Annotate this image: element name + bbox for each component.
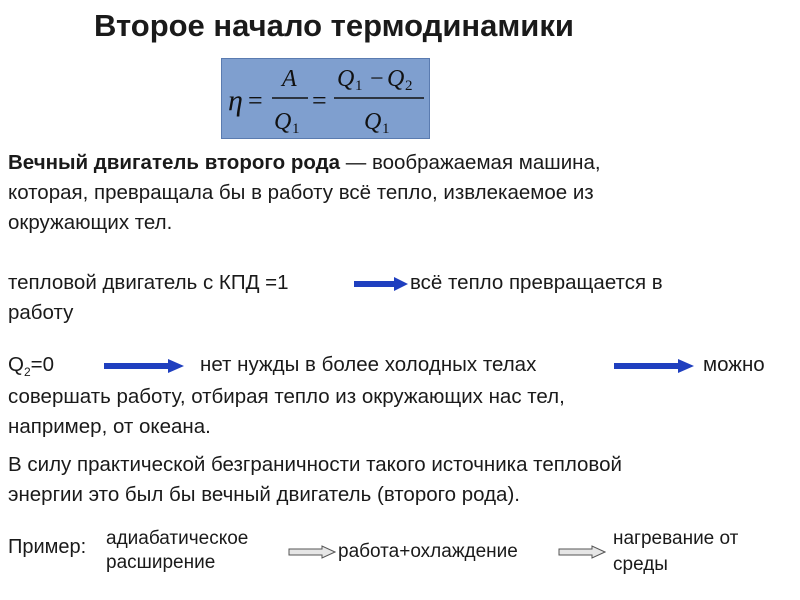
- formula-Q-denominator-1: Q: [274, 109, 292, 135]
- heat-engine-statement: [8, 268, 788, 328]
- formula-equals-1: =: [248, 86, 263, 115]
- heat-engine-right-text: всё тепло превращается в: [410, 271, 663, 294]
- example-step-3-line-1: нагревание от: [613, 528, 739, 549]
- can-text: можно: [703, 353, 765, 376]
- conclusion-line-1: В силу практической безграничности такого источника тепловой: [8, 453, 622, 476]
- conclusion-line-2: энергии это был бы вечный двигатель (второго рода).: [8, 483, 520, 506]
- formula-Q-denominator-2: Q: [364, 109, 382, 135]
- heat-engine-line-2: работу: [8, 301, 74, 324]
- q2-line-3: например, от океана.: [8, 415, 211, 438]
- formula-minus: −: [370, 66, 384, 92]
- formula-eta: η: [228, 84, 243, 117]
- definition-line-2: которая, превращала бы в работу всё тепло, извлекаемое из: [8, 181, 594, 204]
- formula-Q2-numerator: Q: [387, 66, 405, 92]
- formula-sub-denominator-2: 1: [382, 121, 390, 137]
- formula-sub-1: 1: [292, 121, 300, 137]
- no-cold-bodies-text: нет нужды в более холодных телах: [200, 353, 537, 376]
- efficiency-formula: [222, 59, 429, 138]
- q2-zero-text: $Q_2=0$: [8, 353, 55, 380]
- blue-right-arrow-icon: [354, 277, 408, 291]
- efficiency-formula-box: [221, 58, 430, 139]
- formula-equals-2: =: [312, 86, 327, 115]
- example-step-1-line-2: расширение: [106, 552, 216, 573]
- example-step-1-line-1: адиабатическое: [106, 528, 249, 549]
- term-bold: Вечный двигатель второго рода: [8, 151, 341, 174]
- formula-Q1-numerator: Q: [337, 66, 355, 92]
- perpetual-motion-conclusion: [8, 450, 788, 510]
- example-row: [8, 530, 792, 590]
- example-step-2: работа+охлаждение: [338, 541, 518, 562]
- blue-right-arrow-icon: [614, 359, 694, 373]
- formula-sub-numerator-2: 2: [405, 78, 413, 94]
- example-step-3-line-2: среды: [613, 554, 668, 575]
- outline-right-arrow-icon: [558, 545, 606, 559]
- slide-title: Второе начало термодинамики: [94, 8, 574, 43]
- heat-engine-left-text: тепловой двигатель с КПД =1: [8, 271, 289, 294]
- perpetual-motion-definition: [8, 148, 788, 238]
- example-label: Пример:: [8, 536, 87, 558]
- q2-zero-statement: [8, 350, 788, 442]
- q2-line-2: совершать работу, отбирая тепло из окружающих нас тел,: [8, 385, 565, 408]
- blue-right-arrow-icon: [104, 359, 184, 373]
- definition-line-3: окружающих тел.: [8, 211, 173, 234]
- definition-line-1: — воображаемая машина,: [340, 151, 601, 174]
- formula-A: A: [282, 66, 297, 92]
- formula-sub-numerator-1: 1: [355, 78, 363, 94]
- outline-right-arrow-icon: [288, 545, 336, 559]
